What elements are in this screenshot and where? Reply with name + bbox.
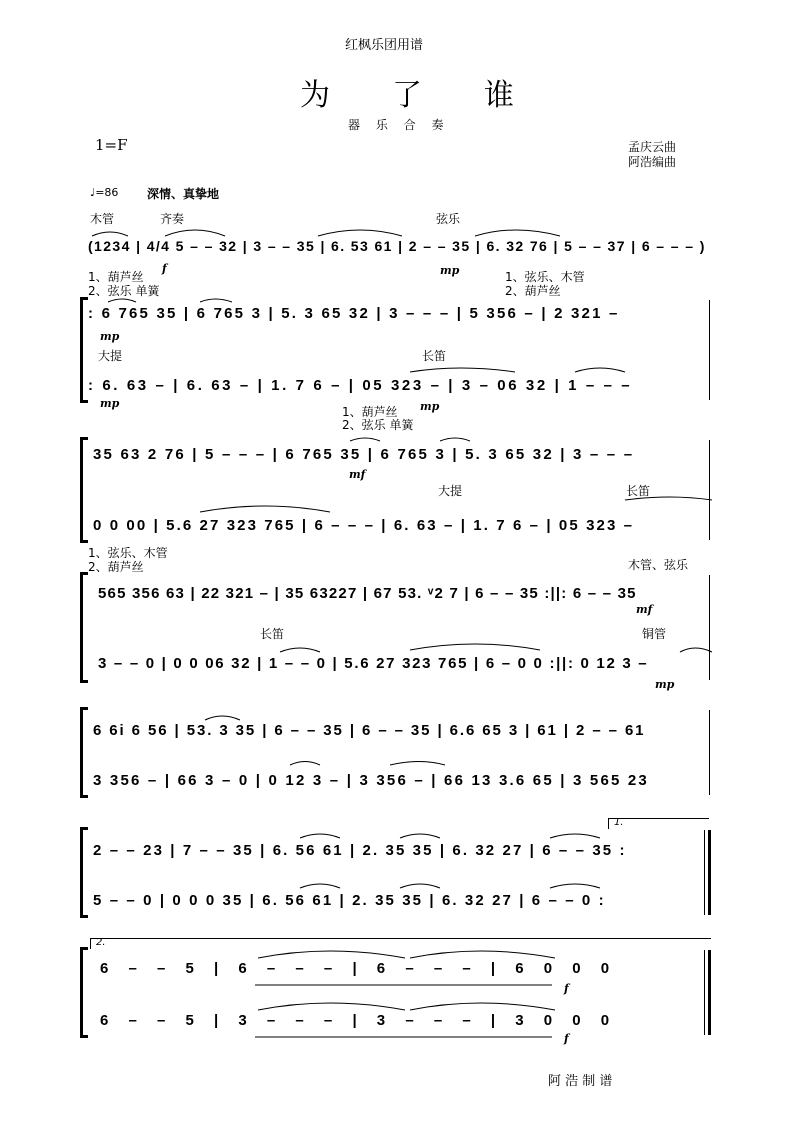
label-tongguan: 铜管	[642, 627, 667, 641]
system3-bottom-line: 3 – – 0 | 0 0 06 32 | 1 – – 0 | 5.6 27 323 765 | 6 – 0 0 :||: 0 12 3 –	[98, 655, 649, 672]
dynamic-f: f	[162, 262, 167, 275]
label-muguan-xianyue: 木管、弦乐	[628, 558, 689, 572]
key-signature: 1=F	[95, 136, 128, 154]
label-muguan: 木管	[90, 212, 115, 226]
dynamic-mp: mp	[100, 330, 120, 343]
system2-bottom-line: 0 0 00 | 5.6 27 323 765 | 6 – – – | 6. 63 – | 1. 7 6 – | 05 323 –	[93, 517, 635, 534]
dynamic-mf: mf	[349, 468, 366, 481]
system6-top-line: 6 – – 5 | 6 – – – | 6 – – – | 6 0 0 0	[100, 960, 618, 977]
label-changdi: 长笛	[626, 484, 651, 498]
system4-top-line: 6 6i 6 56 | 53. 3 35 | 6 – – 35 | 6 – – 35 | 6.6 65 3 | 61 | 2 – – 61	[93, 722, 646, 739]
system4-bottom-line: 3 356 – | 66 3 – 0 | 0 12 3 – | 3 356 – | 66 13 3.6 65 | 3 565 23	[93, 772, 649, 789]
credit-footer: 阿 浩 制 谱	[548, 1074, 613, 1089]
label-xianyue: 弦乐	[436, 212, 461, 226]
intro-line: (1234 | 4/4 5 – – 32 | 3 – – 35 | 6. 53 61 | 2 – – 35 | 6. 32 76 | 5 – – 37 | 6 – – – )	[88, 238, 706, 254]
label-xianyue-muguan: 1、弦乐、木管	[88, 546, 168, 560]
system5-bottom-line: 5 – – 0 | 0 0 0 35 | 6. 56 61 | 2. 35 35 | 6. 32 27 | 6 – – 0 :	[93, 892, 606, 909]
dynamic-mf: mf	[636, 603, 653, 616]
label-hulusi: 1、葫芦丝	[342, 405, 398, 419]
dynamic-mp: mp	[420, 400, 440, 413]
system5-top-line: 2 – – 23 | 7 – – 35 | 6. 56 61 | 2. 35 35 | 6. 32 27 | 6 – – 35 :	[93, 842, 627, 859]
volta-second: 2.	[90, 938, 711, 949]
system1-top-line: : 6 765 35 | 6 765 3 | 5. 3 65 32 | 3 – – – | 5 356 – | 2 321 –	[88, 305, 620, 322]
band-name: 红枫乐团用谱	[345, 38, 424, 53]
dynamic-f: f	[564, 982, 569, 995]
label-changdi: 长笛	[422, 349, 447, 363]
dynamic-mp: mp	[100, 397, 120, 410]
subtitle: 器 乐 合 奏	[348, 118, 450, 132]
label-dati: 大提	[438, 484, 463, 498]
label-qizou: 齐奏	[160, 212, 185, 226]
system1-bottom-line: : 6. 63 – | 6. 63 – | 1. 7 6 – | 05 323 – | 3 – 06 32 | 1 – – –	[88, 377, 633, 394]
volta-first: 1.	[608, 818, 709, 829]
label-hulusi: 1、葫芦丝	[88, 270, 144, 284]
label-changdi: 长笛	[260, 627, 285, 641]
page-title: 为了谁	[300, 78, 576, 113]
dynamic-mp: mp	[655, 678, 675, 691]
label-hulusi: 2、葫芦丝	[88, 560, 144, 574]
label-dati: 大提	[98, 349, 123, 363]
system2-top-line: 35 63 2 76 | 5 – – – | 6 765 35 | 6 765 3 | 5. 3 65 32 | 3 – – –	[93, 446, 635, 463]
label-hulusi-right: 2、葫芦丝	[505, 284, 561, 298]
label-xianyue-danhuang: 2、弦乐 单簧	[342, 418, 414, 432]
label-xianyue-muguan: 1、弦乐、木管	[505, 270, 585, 284]
composer: 孟庆云曲	[628, 140, 677, 154]
arranger: 阿浩编曲	[628, 155, 677, 169]
label-xianyue-danhuang: 2、弦乐 单簧	[88, 284, 160, 298]
system6-bottom-line: 6 – – 5 | 3 – – – | 3 – – – | 3 0 0 0	[100, 1012, 618, 1029]
system3-top-line: 565 356 63 | 22 321 – | 35 63227 | 67 53. ᵛ2 7 | 6 – – 35 :||: 6 – – 35	[98, 585, 637, 602]
dynamic-f: f	[564, 1032, 569, 1045]
dynamic-mp: mp	[440, 264, 460, 277]
tempo-marking: ♩=86	[90, 186, 119, 199]
expression-marking: 深情、真挚地	[147, 187, 220, 201]
